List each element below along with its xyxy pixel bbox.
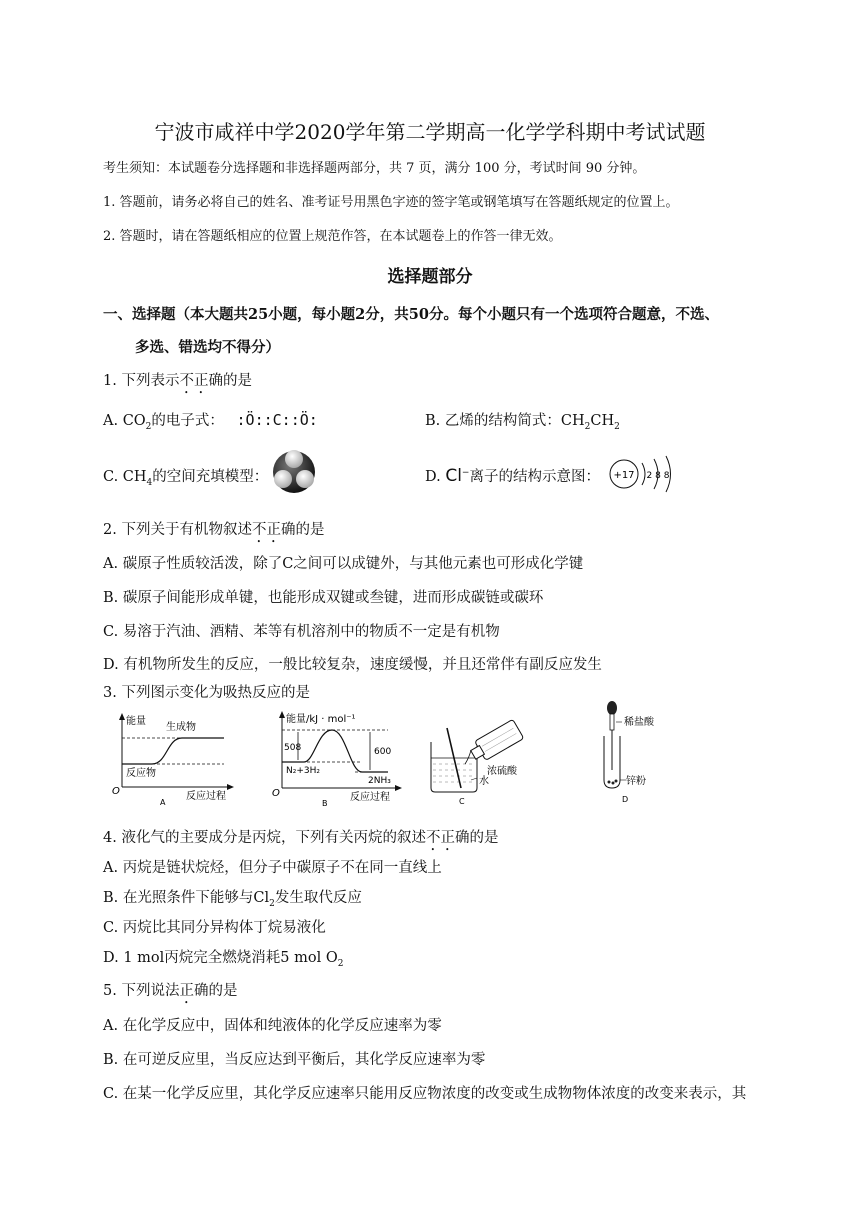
q1-option-c: C. $CH_4$的空间充填模型： (103, 469, 269, 488)
q1-option-a: A. $CO_2$的电子式： :Ö::C::Ö: (103, 411, 318, 432)
page-title: 宁波市咸祥中学2020学年第二学期高一化学学科期中考试试题 (154, 120, 706, 144)
svg-text:反应过程: 反应过程 (350, 792, 390, 803)
q4-stem: 4. 液化气的主要成分是丙烷，下列有关丙烷的叙述不正确的是 (103, 830, 499, 846)
q5-option-c: C. 在某一化学反应里，其化学反应速率只能用反应物浓度的改变或生成物物体浓度的改变来表示，其 (103, 1086, 747, 1102)
cl-ion-structure-diagram (606, 454, 676, 494)
notice-item-2: 2. 答题时，请在答题纸相应的位置上规范作答，在本试题卷上的作答一律无效。 (103, 229, 562, 244)
q5-option-b: B. 在可逆反应里，当反应达到平衡后，其化学反应速率为零 (103, 1052, 486, 1068)
svg-text:+17: +17 (613, 470, 635, 481)
svg-text:O: O (272, 788, 280, 799)
svg-text:稀盐酸: 稀盐酸 (624, 717, 654, 728)
q5-option-a: A. 在化学反应中，固体和纯液体的化学反应速率为零 (103, 1018, 442, 1034)
notice-intro: 考生须知：本试题卷分选择题和非选择题两部分，共 7 页，满分 100 分，考试时间 90 分钟。 (103, 161, 646, 176)
svg-text:水: 水 (479, 776, 489, 787)
q4-option-c: C. 丙烷比其同分异构体丁烷易液化 (103, 920, 326, 936)
svg-text:反应物: 反应物 (126, 768, 156, 779)
svg-text:2NH₃: 2NH₃ (368, 776, 391, 786)
svg-text:C: C (459, 797, 465, 806)
q3-figure-c (425, 714, 535, 806)
section-title: 选择题部分 (387, 267, 473, 287)
q4-option-d: D. 1 mol丙烷完全燃烧消耗5 mol $O_2$ (103, 950, 344, 969)
svg-text:反应过程: 反应过程 (186, 791, 226, 802)
q2-option-a: A. 碳原子性质较活泼，除了C之间可以成键外，与其他元素也可形成化学键 (103, 556, 584, 572)
part1-heading: 一、选择题（本大题共25小题，每小题2分，共50分。每个小题只有一个选项符合题意，不选、 (103, 306, 719, 323)
q4-option-b: B. 在光照条件下能够与$Cl_2$发生取代反应 (103, 890, 362, 909)
co2-electron-formula: :Ö::C::Ö: (236, 411, 318, 429)
q2-stem: 2. 下列关于有机物叙述不正确的是 (103, 522, 325, 538)
q4-option-a: A. 丙烷是链状烷烃，但分子中碳原子不在同一直线上 (103, 860, 442, 876)
q3-stem: 3. 下列图示变化为吸热反应的是 (103, 685, 310, 701)
q1-option-d: D. Cl−离子的结构示意图： (425, 466, 600, 486)
q2-option-d: D. 有机物所发生的反应，一般比较复杂，速度缓慢，并且还常伴有副反应发生 (103, 657, 602, 673)
q3-figure-d (596, 700, 676, 806)
part1-heading-cont: 多选、错选均不得分） (135, 339, 280, 356)
q5-stem: 5. 下列说法正确的是 (103, 983, 238, 999)
svg-text:2 8 8: 2 8 8 (646, 471, 670, 481)
svg-text:生成物: 生成物 (166, 722, 196, 733)
svg-text:N₂+3H₂: N₂+3H₂ (286, 766, 320, 776)
svg-text:锌粉: 锌粉 (626, 776, 646, 787)
svg-text:B: B (322, 799, 328, 807)
svg-text:浓硫酸: 浓硫酸 (487, 766, 517, 777)
svg-text:600: 600 (374, 747, 392, 757)
q1-stem: 1. 下列表示不正确的是 (103, 373, 252, 389)
q3-figure-a (112, 712, 242, 807)
svg-text:能量/kJ · mol⁻¹: 能量/kJ · mol⁻¹ (286, 714, 356, 725)
q2-option-b: B. 碳原子间能形成单键，也能形成双键或叁键，进而形成碳链或碳环 (103, 590, 544, 606)
ch4-space-filling-model (268, 448, 320, 496)
notice-item-1: 1. 答题前，请务必将自己的姓名、准考证号用黑色字迹的签字笔或钢笔填写在答题纸规定的位置上。 (103, 195, 679, 210)
svg-text:A: A (160, 798, 166, 807)
q2-option-c: C. 易溶于汽油、酒精、苯等有机溶剂中的物质不一定是有机物 (103, 624, 500, 640)
svg-text:D: D (622, 795, 629, 804)
svg-text:508: 508 (284, 743, 302, 753)
svg-text:能量: 能量 (126, 716, 146, 727)
q1-option-b: B. 乙烯的结构简式：$CH_2CH_2$ (425, 413, 620, 432)
svg-text:O: O (112, 786, 120, 797)
q3-figure-b (270, 710, 410, 807)
